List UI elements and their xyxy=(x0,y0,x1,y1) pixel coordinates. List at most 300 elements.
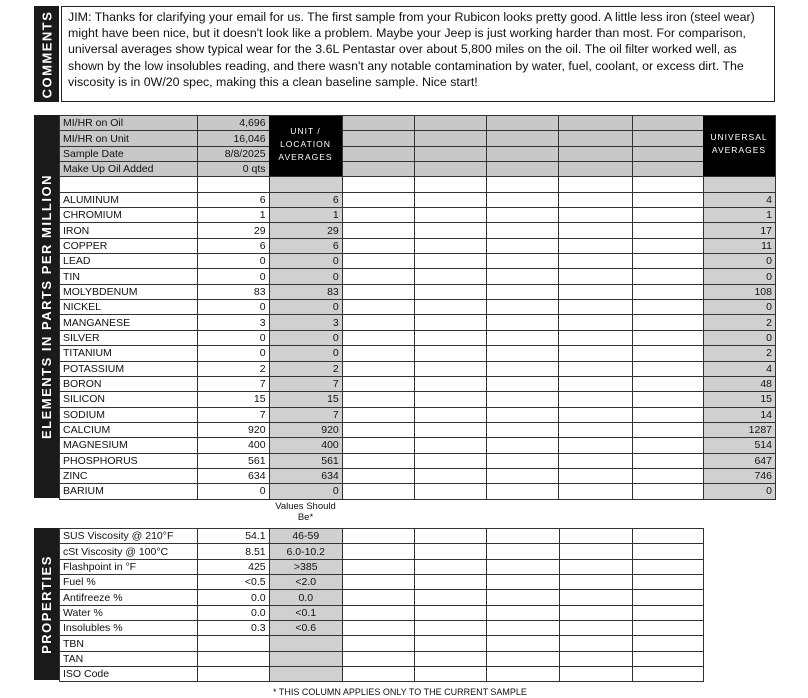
property-history-cell xyxy=(342,529,414,544)
element-value: 6 xyxy=(198,238,269,253)
property-row xyxy=(60,590,704,605)
elements-label-text: ELEMENTS IN PARTS PER MILLION xyxy=(39,174,54,439)
element-row xyxy=(60,376,776,391)
comments-label-text: COMMENTS xyxy=(39,10,54,98)
history-header-cell xyxy=(414,131,486,146)
element-name: TIN xyxy=(60,269,198,284)
element-history-cell xyxy=(342,407,414,422)
property-history-cell xyxy=(487,651,559,666)
spacer-cell xyxy=(703,177,775,192)
history-header-cell xyxy=(559,116,632,131)
property-history-cell xyxy=(487,621,559,636)
property-name: ISO Code xyxy=(60,667,198,682)
property-row xyxy=(60,636,704,651)
property-value: 0.0 xyxy=(198,590,269,605)
element-history-cell xyxy=(342,330,414,345)
spacer-cell xyxy=(60,177,198,192)
element-name: SILVER xyxy=(60,330,198,345)
element-unit-average: 7 xyxy=(269,376,342,391)
element-value: 3 xyxy=(198,315,269,330)
property-history-cell xyxy=(559,667,632,682)
property-history-cell xyxy=(487,636,559,651)
property-history-cell xyxy=(415,605,487,620)
property-history-cell xyxy=(632,651,703,666)
element-history-cell xyxy=(559,468,632,483)
history-header-cell xyxy=(414,116,486,131)
property-name: Water % xyxy=(60,605,198,620)
element-unit-average: 0 xyxy=(269,346,342,361)
property-history-cell xyxy=(342,590,414,605)
property-history-cell xyxy=(632,544,703,559)
history-header-cell xyxy=(342,131,414,146)
element-history-cell xyxy=(414,422,486,437)
property-value: 425 xyxy=(198,559,269,574)
property-history-cell xyxy=(342,575,414,590)
property-row xyxy=(60,605,704,620)
element-value: 920 xyxy=(198,422,269,437)
element-history-cell xyxy=(487,284,559,299)
element-row xyxy=(60,330,776,345)
element-universal-average: 1 xyxy=(703,208,775,223)
element-value: 29 xyxy=(198,223,269,238)
property-history-cell xyxy=(559,544,632,559)
property-name: Insolubles % xyxy=(60,621,198,636)
element-history-cell xyxy=(559,315,632,330)
element-value: 400 xyxy=(198,438,269,453)
property-history-cell xyxy=(342,636,414,651)
property-history-cell xyxy=(415,636,487,651)
element-name: PHOSPHORUS xyxy=(60,453,198,468)
history-header-cell xyxy=(487,116,559,131)
element-value: 1 xyxy=(198,208,269,223)
element-history-cell xyxy=(487,407,559,422)
element-history-cell xyxy=(487,346,559,361)
property-name: Flashpoint in °F xyxy=(60,559,198,574)
property-history-cell xyxy=(559,636,632,651)
property-value xyxy=(198,651,269,666)
element-history-cell xyxy=(559,422,632,437)
element-universal-average: 0 xyxy=(703,330,775,345)
property-should-be xyxy=(269,651,342,666)
property-history-cell xyxy=(559,590,632,605)
element-history-cell xyxy=(559,300,632,315)
element-universal-average: 2 xyxy=(703,315,775,330)
element-unit-average: 6 xyxy=(269,238,342,253)
element-value: 561 xyxy=(198,453,269,468)
property-value: <0.5 xyxy=(198,575,269,590)
comments-text: JIM: Thanks for clarifying your email for us. The first sample from your Rubicon looks pretty good. A little less iron (steel wear) might have been nice, but it doesn't look like a problem. Maybe your Jeep is just working harder than most. For comparison, universal averages show typical wear for the 3.6L Pentastar over about 5,800 miles on the oil. The oil filter worked well, as shown by the low insolubles reading, and there wasn't any notable contamination by water, fuel, coolant, or excess dirt. The viscosity is in 0W/20 spec, making this a clean baseline sample. Nice start! xyxy=(68,10,755,89)
element-value: 0 xyxy=(198,346,269,361)
element-history-cell xyxy=(342,238,414,253)
element-row xyxy=(60,422,776,437)
element-history-cell xyxy=(342,315,414,330)
element-row xyxy=(60,453,776,468)
element-history-cell xyxy=(342,223,414,238)
element-unit-average: 0 xyxy=(269,300,342,315)
property-history-cell xyxy=(415,667,487,682)
element-history-cell xyxy=(487,192,559,207)
element-history-cell xyxy=(632,376,703,391)
element-history-cell xyxy=(632,208,703,223)
element-history-cell xyxy=(487,269,559,284)
element-history-cell xyxy=(342,254,414,269)
history-header-cell xyxy=(414,146,486,161)
property-history-cell xyxy=(342,651,414,666)
history-header-cell xyxy=(559,162,632,177)
history-header-cell xyxy=(632,131,703,146)
element-history-cell xyxy=(559,484,632,499)
element-history-cell xyxy=(342,346,414,361)
element-history-cell xyxy=(487,422,559,437)
element-history-cell xyxy=(414,392,486,407)
element-row xyxy=(60,315,776,330)
property-history-cell xyxy=(342,621,414,636)
property-history-cell xyxy=(415,590,487,605)
element-row xyxy=(60,468,776,483)
element-name: IRON xyxy=(60,223,198,238)
property-history-cell xyxy=(487,667,559,682)
element-name: SILICON xyxy=(60,392,198,407)
sample-info-row xyxy=(60,162,776,177)
property-history-cell xyxy=(487,605,559,620)
element-history-cell xyxy=(487,376,559,391)
sample-info-row xyxy=(60,146,776,161)
universal-averages-text: UNIVERSAL AVERAGES xyxy=(710,132,768,155)
element-history-cell xyxy=(632,192,703,207)
element-history-cell xyxy=(414,330,486,345)
element-history-cell xyxy=(559,269,632,284)
sample-info-value: 16,046 xyxy=(198,131,269,146)
property-history-cell xyxy=(415,559,487,574)
sample-info-label: MI/HR on Oil xyxy=(60,116,198,131)
element-name: MANGANESE xyxy=(60,315,198,330)
element-history-cell xyxy=(342,422,414,437)
element-row xyxy=(60,192,776,207)
element-history-cell xyxy=(414,346,486,361)
element-name: TITANIUM xyxy=(60,346,198,361)
element-history-cell xyxy=(632,284,703,299)
element-history-cell xyxy=(632,484,703,499)
element-history-cell xyxy=(414,192,486,207)
element-universal-average: 0 xyxy=(703,254,775,269)
element-unit-average: 0 xyxy=(269,484,342,499)
element-history-cell xyxy=(414,453,486,468)
property-name: TAN xyxy=(60,651,198,666)
element-history-cell xyxy=(632,269,703,284)
history-header-cell xyxy=(632,116,703,131)
element-history-cell xyxy=(559,330,632,345)
element-row xyxy=(60,484,776,499)
element-row xyxy=(60,284,776,299)
element-history-cell xyxy=(414,238,486,253)
element-name: LEAD xyxy=(60,254,198,269)
element-history-cell xyxy=(487,468,559,483)
element-history-cell xyxy=(559,361,632,376)
element-name: MAGNESIUM xyxy=(60,438,198,453)
universal-averages-header xyxy=(703,116,775,176)
property-history-cell xyxy=(342,544,414,559)
element-history-cell xyxy=(414,407,486,422)
property-history-cell xyxy=(487,575,559,590)
unit-location-averages-header xyxy=(269,116,342,176)
element-history-cell xyxy=(414,361,486,376)
property-should-be: <0.6 xyxy=(269,621,342,636)
sample-info-label: Make Up Oil Added xyxy=(60,162,198,177)
element-history-cell xyxy=(342,269,414,284)
spacer-cell xyxy=(342,177,414,192)
property-should-be xyxy=(269,636,342,651)
property-value: 0.0 xyxy=(198,605,269,620)
spacer-cell xyxy=(198,177,269,192)
history-header-cell xyxy=(342,146,414,161)
element-history-cell xyxy=(559,238,632,253)
element-value: 0 xyxy=(198,254,269,269)
element-value: 83 xyxy=(198,284,269,299)
spacer-cell xyxy=(269,177,342,192)
property-history-cell xyxy=(632,575,703,590)
element-history-cell xyxy=(487,315,559,330)
element-name: ZINC xyxy=(60,468,198,483)
element-history-cell xyxy=(487,254,559,269)
element-universal-average: 4 xyxy=(703,192,775,207)
property-should-be: 0.0 xyxy=(269,590,342,605)
element-history-cell xyxy=(632,300,703,315)
property-value: 54.1 xyxy=(198,529,269,544)
element-name: POTASSIUM xyxy=(60,361,198,376)
element-history-cell xyxy=(632,330,703,345)
element-row xyxy=(60,238,776,253)
element-universal-average: 647 xyxy=(703,453,775,468)
element-universal-average: 15 xyxy=(703,392,775,407)
element-row xyxy=(60,254,776,269)
element-unit-average: 1 xyxy=(269,208,342,223)
element-universal-average: 1287 xyxy=(703,422,775,437)
element-history-cell xyxy=(342,376,414,391)
property-history-cell xyxy=(415,529,487,544)
element-universal-average: 11 xyxy=(703,238,775,253)
property-history-cell xyxy=(632,559,703,574)
element-history-cell xyxy=(559,376,632,391)
comments-box xyxy=(61,6,775,102)
element-name: BARIUM xyxy=(60,484,198,499)
element-history-cell xyxy=(414,284,486,299)
element-universal-average: 2 xyxy=(703,346,775,361)
element-unit-average: 2 xyxy=(269,361,342,376)
element-history-cell xyxy=(414,484,486,499)
spacer-cell xyxy=(632,177,703,192)
history-header-cell xyxy=(487,146,559,161)
history-header-cell xyxy=(559,131,632,146)
element-history-cell xyxy=(632,407,703,422)
property-value: 8.51 xyxy=(198,544,269,559)
history-header-cell xyxy=(342,162,414,177)
element-history-cell xyxy=(342,468,414,483)
element-history-cell xyxy=(487,208,559,223)
element-history-cell xyxy=(632,422,703,437)
element-row xyxy=(60,269,776,284)
element-row xyxy=(60,407,776,422)
properties-side-label xyxy=(34,528,59,680)
property-value: 0.3 xyxy=(198,621,269,636)
element-history-cell xyxy=(632,238,703,253)
element-history-cell xyxy=(414,223,486,238)
element-history-cell xyxy=(342,453,414,468)
element-history-cell xyxy=(487,438,559,453)
element-unit-average: 920 xyxy=(269,422,342,437)
history-header-cell xyxy=(559,146,632,161)
element-history-cell xyxy=(342,438,414,453)
element-row xyxy=(60,438,776,453)
element-history-cell xyxy=(632,346,703,361)
element-value: 634 xyxy=(198,468,269,483)
element-history-cell xyxy=(342,192,414,207)
element-history-cell xyxy=(487,223,559,238)
properties-table xyxy=(59,528,704,682)
element-unit-average: 400 xyxy=(269,438,342,453)
property-history-cell xyxy=(632,621,703,636)
property-history-cell xyxy=(415,544,487,559)
property-name: Antifreeze % xyxy=(60,590,198,605)
element-history-cell xyxy=(414,438,486,453)
element-history-cell xyxy=(487,300,559,315)
element-unit-average: 7 xyxy=(269,407,342,422)
element-history-cell xyxy=(559,453,632,468)
property-name: SUS Viscosity @ 210°F xyxy=(60,529,198,544)
history-header-cell xyxy=(342,116,414,131)
elements-side-label xyxy=(34,115,59,498)
property-history-cell xyxy=(632,605,703,620)
element-value: 7 xyxy=(198,407,269,422)
property-should-be: 46-59 xyxy=(269,529,342,544)
history-header-cell xyxy=(414,162,486,177)
sample-info-value: 0 qts xyxy=(198,162,269,177)
property-should-be: <2.0 xyxy=(269,575,342,590)
element-value: 6 xyxy=(198,192,269,207)
element-name: CHROMIUM xyxy=(60,208,198,223)
sample-info-row xyxy=(60,116,776,131)
element-history-cell xyxy=(342,392,414,407)
element-history-cell xyxy=(414,269,486,284)
history-header-cell xyxy=(632,162,703,177)
element-row xyxy=(60,208,776,223)
element-history-cell xyxy=(632,392,703,407)
element-history-cell xyxy=(342,208,414,223)
element-history-cell xyxy=(487,361,559,376)
property-row xyxy=(60,667,704,682)
element-history-cell xyxy=(632,315,703,330)
sample-info-label: Sample Date xyxy=(60,146,198,161)
property-value xyxy=(198,667,269,682)
element-value: 0 xyxy=(198,330,269,345)
property-history-cell xyxy=(559,575,632,590)
element-value: 7 xyxy=(198,376,269,391)
property-should-be: 6.0-10.2 xyxy=(269,544,342,559)
element-history-cell xyxy=(342,484,414,499)
element-name: COPPER xyxy=(60,238,198,253)
element-history-cell xyxy=(487,392,559,407)
element-row xyxy=(60,223,776,238)
element-universal-average: 4 xyxy=(703,361,775,376)
values-should-be-label: Values Should Be* xyxy=(275,501,336,523)
element-value: 2 xyxy=(198,361,269,376)
element-history-cell xyxy=(559,223,632,238)
element-unit-average: 634 xyxy=(269,468,342,483)
sample-info-value: 8/8/2025 xyxy=(198,146,269,161)
property-history-cell xyxy=(487,529,559,544)
element-row xyxy=(60,300,776,315)
element-history-cell xyxy=(342,284,414,299)
element-unit-average: 83 xyxy=(269,284,342,299)
element-universal-average: 14 xyxy=(703,407,775,422)
element-value: 0 xyxy=(198,269,269,284)
property-history-cell xyxy=(342,605,414,620)
element-name: BORON xyxy=(60,376,198,391)
property-should-be xyxy=(269,667,342,682)
comments-side-label xyxy=(34,6,59,102)
property-history-cell xyxy=(559,651,632,666)
property-history-cell xyxy=(487,590,559,605)
properties-label-text: PROPERTIES xyxy=(39,554,55,654)
history-header-cell xyxy=(487,131,559,146)
element-history-cell xyxy=(632,361,703,376)
element-unit-average: 561 xyxy=(269,453,342,468)
element-history-cell xyxy=(632,453,703,468)
property-row xyxy=(60,575,704,590)
element-history-cell xyxy=(632,223,703,238)
spacer-cell xyxy=(487,177,559,192)
element-history-cell xyxy=(342,300,414,315)
property-row xyxy=(60,651,704,666)
element-universal-average: 0 xyxy=(703,269,775,284)
element-history-cell xyxy=(414,208,486,223)
element-history-cell xyxy=(559,407,632,422)
element-value: 0 xyxy=(198,484,269,499)
element-unit-average: 6 xyxy=(269,192,342,207)
property-row xyxy=(60,559,704,574)
property-name: Fuel % xyxy=(60,575,198,590)
element-history-cell xyxy=(414,376,486,391)
property-history-cell xyxy=(487,544,559,559)
property-name: TBN xyxy=(60,636,198,651)
element-history-cell xyxy=(559,346,632,361)
element-value: 0 xyxy=(198,300,269,315)
history-header-cell xyxy=(632,146,703,161)
unit-location-averages-text: UNIT / LOCATION AVERAGES xyxy=(278,126,333,162)
element-history-cell xyxy=(559,192,632,207)
property-history-cell xyxy=(632,636,703,651)
element-history-cell xyxy=(414,468,486,483)
spacer-cell xyxy=(559,177,632,192)
element-row xyxy=(60,361,776,376)
property-row xyxy=(60,621,704,636)
property-should-be: <0.1 xyxy=(269,605,342,620)
element-universal-average: 17 xyxy=(703,223,775,238)
element-unit-average: 0 xyxy=(269,254,342,269)
elements-table xyxy=(59,115,776,500)
property-history-cell xyxy=(342,559,414,574)
property-row xyxy=(60,544,704,559)
property-history-cell xyxy=(415,575,487,590)
element-row xyxy=(60,346,776,361)
element-history-cell xyxy=(559,284,632,299)
sample-info-value: 4,696 xyxy=(198,116,269,131)
element-history-cell xyxy=(342,361,414,376)
element-history-cell xyxy=(414,300,486,315)
element-name: SODIUM xyxy=(60,407,198,422)
property-history-cell xyxy=(487,559,559,574)
property-history-cell xyxy=(559,559,632,574)
footnote: * THIS COLUMN APPLIES ONLY TO THE CURRENT SAMPLE xyxy=(273,687,527,697)
